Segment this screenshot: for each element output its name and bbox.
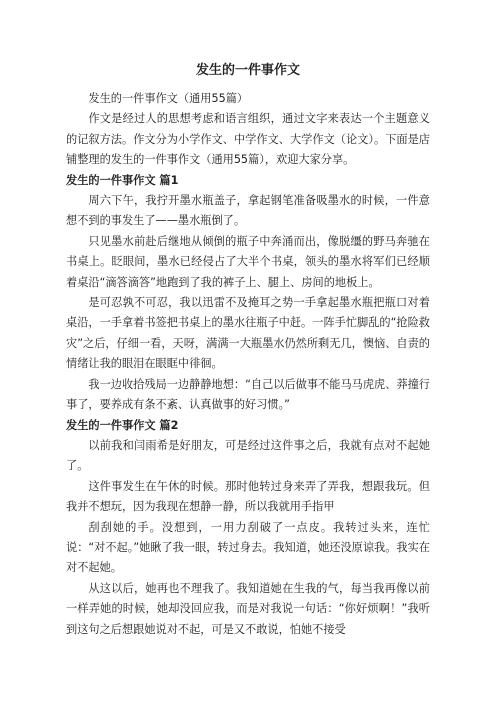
- section-1-paragraph-2: 只见墨水前赴后继地从倾倒的瓶子中奔涌而出，像脱缰的野马奔驰在书桌上。眨眼间，墨水已经侵占了大半个书桌，领头的墨水将军们已经顺着桌沿“滴答滴答”地跑到了我的裤子上、腿上、房间的地板上。: [66, 234, 430, 289]
- section-heading-2: 发生的一件事作文 篇2: [66, 418, 179, 432]
- section-2-paragraph-4: 从这以后，她再也不理我了。我知道她在生我的气，每当我再像以前一样弄她的时候，她却没回应我，而是对我说一句话：“你好烦啊！”我听到这句之后想跟她说对不起，可是又不敢说，怕她不接受: [66, 581, 430, 636]
- section-1-paragraph-3: 是可忍孰不可忍，我以迅雷不及掩耳之势一手拿起墨水瓶把瓶口对着桌沿，一手拿着书签把书桌上的墨水往瓶子中赶。一阵手忙脚乱的“抢险救灾”之后，仔细一看，天呀，满满一大瓶墨水仍然所剩无几，懊恼、自责的情绪让我的眼泪在眼眶中徘徊。: [66, 296, 430, 371]
- section-1-paragraph-4: 我一边收拾残局一边静静地想：“自己以后做事不能马马虎虎、莽撞行事了，要养成有条不紊、认真做事的好习惯。”: [66, 377, 430, 412]
- document-title: 发生的一件事作文: [195, 63, 300, 78]
- section-heading-1: 发生的一件事作文 篇1: [66, 173, 179, 187]
- intro-paragraph: 作文是经过人的思想考虑和语言组织，通过文字来表达一个主题意义的记叙方法。作文分为小学作文、中学作文、大学作文（论文）。下面是店铺整理的发生的一件事作文（通用55篇），欢迎大家分享。: [66, 112, 430, 167]
- section-2-paragraph-3: 刮刮她的手。没想到，一用力刮破了一点皮。我转过头来，连忙说：“对不起。”她瞅了我一眼，转过身去。我知道，她还没原谅我。我实在对不起她。: [66, 520, 430, 575]
- section-2-paragraph-2: 这件事发生在午休的时候。那时他转过身来弄了弄我，想跟我玩。但我并不想玩，因为我现在想静一静，所以我就用手指甲: [66, 479, 430, 514]
- section-2-paragraph-1: 以前我和闫雨希是好朋友，可是经过这件事之后，我就有点对不起她了。: [66, 438, 430, 473]
- intro-subtitle-line: 发生的一件事作文（通用55篇）: [88, 92, 249, 105]
- section-1-paragraph-1: 周六下午，我拧开墨水瓶盖子，拿起钢笔准备吸墨水的时候，一件意想不到的事发生了——墨水瓶倒了。: [66, 194, 430, 228]
